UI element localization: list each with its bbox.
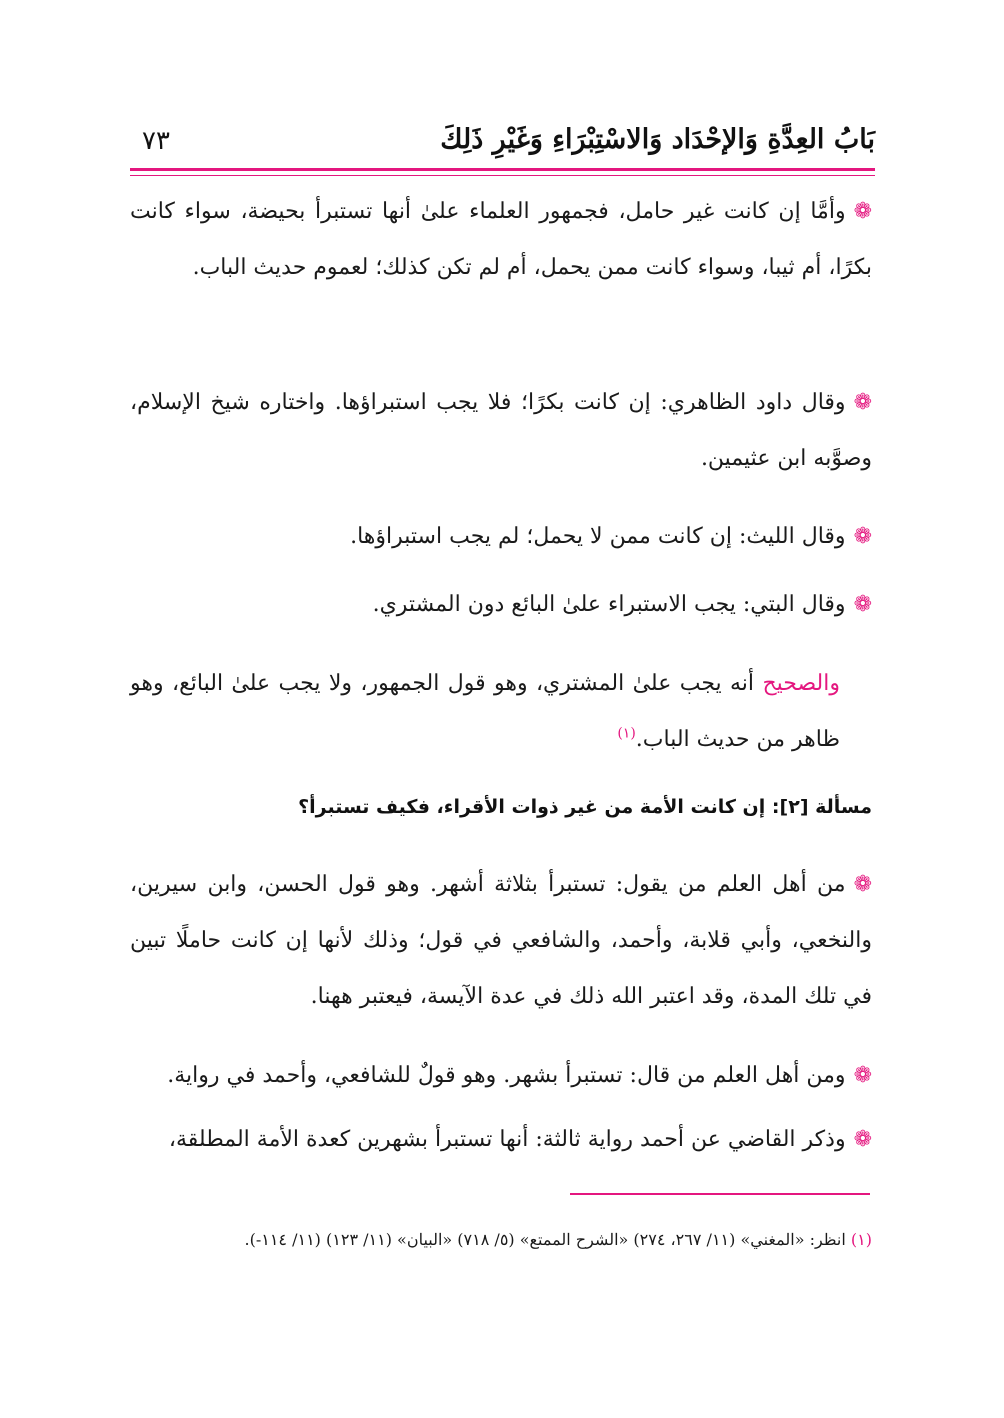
- paragraph-text: أنه يجب علىٰ المشتري، وهو قول الجمهور، ولا يجب علىٰ البائع، وهو ظاهر من حديث الباب.: [130, 671, 840, 752]
- paragraph-5: [130, 656, 840, 768]
- issue-label: مسألة [٢]:: [771, 796, 872, 818]
- paragraph-3: [130, 509, 872, 565]
- footnote-text: انظر: «المغني» (١١/ ٢٦٧، ٢٧٤) «الشرح الممتع» (٥/ ٧١٨) «البيان» (١١/ ١٢٣) (١١/ ١١٤-).: [244, 1230, 846, 1249]
- issue-heading: [130, 796, 872, 818]
- paragraph-text: وقال الليث: إن كانت ممن لا يحمل؛ لم يجب استبراؤها.: [350, 524, 846, 549]
- paragraph-text: وقال داود الظاهري: إن كانت بكرًا؛ فلا يجب استبراؤها. واختاره شيخ الإسلام، وصوَّبه ابن عثيمين.: [130, 390, 872, 471]
- paragraph-text: وقال البتي: يجب الاستبراء علىٰ البائع دون المشتري.: [372, 592, 846, 617]
- paragraph-text: وذكر القاضي عن أحمد رواية ثالثة: أنها تستبرأ بشهرين كعدة الأمة المطلقة،: [168, 1127, 846, 1152]
- paragraph-8: [130, 1048, 872, 1104]
- paragraph-text: وأمَّا إن كانت غير حامل، فجمهور العلماء علىٰ أنها تستبرأ بحيضة، سواء كانت بكرًا، أم ثيبا، وسواء كانت ممن يحمل، أم لم تكن كذلك؛ لعموم حديث الباب.: [130, 199, 872, 280]
- accent-word: والصحيح: [762, 671, 840, 696]
- header-rule-thin: [130, 175, 875, 176]
- page-number: ٧٣: [142, 126, 170, 156]
- running-header: [130, 120, 875, 166]
- paragraph-1: [130, 184, 872, 296]
- flower-bullet-icon: ❁: [853, 872, 872, 897]
- flower-bullet-icon: ❁: [853, 199, 872, 224]
- flower-bullet-icon: ❁: [853, 1063, 872, 1088]
- flower-bullet-icon: ❁: [853, 592, 872, 617]
- header-rule-thick: [130, 168, 875, 171]
- footnote-separator: [570, 1193, 870, 1195]
- header-title: بَابُ العِدَّةِ وَالإحْدَاد وَالاسْتِبْرَاءِ وَغَيْرِ ذَلِكَ: [440, 124, 875, 155]
- issue-question: إن كانت الأمة من غير ذوات الأقراء، فكيف تستبرأ؟: [298, 796, 766, 818]
- paragraph-text: من أهل العلم من يقول: تستبرأ بثلاثة أشهر. وهو قول الحسن، وابن سيرين، والنخعي، وأبي قلابة، وأحمد، والشافعي في قول؛ وذلك لأنها إن كانت حاملًا تبين في تلك المدة، وقد اعتبر الله ذلك في عدة الآيسة، فيعتبر ههنا.: [130, 872, 872, 1009]
- flower-bullet-icon: ❁: [853, 524, 872, 549]
- paragraph-4: [130, 577, 872, 633]
- paragraph-text: ومن أهل العلم من قال: تستبرأ بشهر. وهو قولٌ للشافعي، وأحمد في رواية.: [167, 1063, 846, 1088]
- footnote-number: (١): [850, 1230, 872, 1249]
- footnote-reference[interactable]: (١): [617, 725, 636, 742]
- footnote: [130, 1222, 872, 1258]
- flower-bullet-icon: ❁: [853, 390, 872, 415]
- paragraph-9: [130, 1112, 872, 1168]
- paragraph-2: [130, 375, 872, 487]
- flower-bullet-icon: ❁: [853, 1127, 872, 1152]
- paragraph-7: [130, 857, 872, 1025]
